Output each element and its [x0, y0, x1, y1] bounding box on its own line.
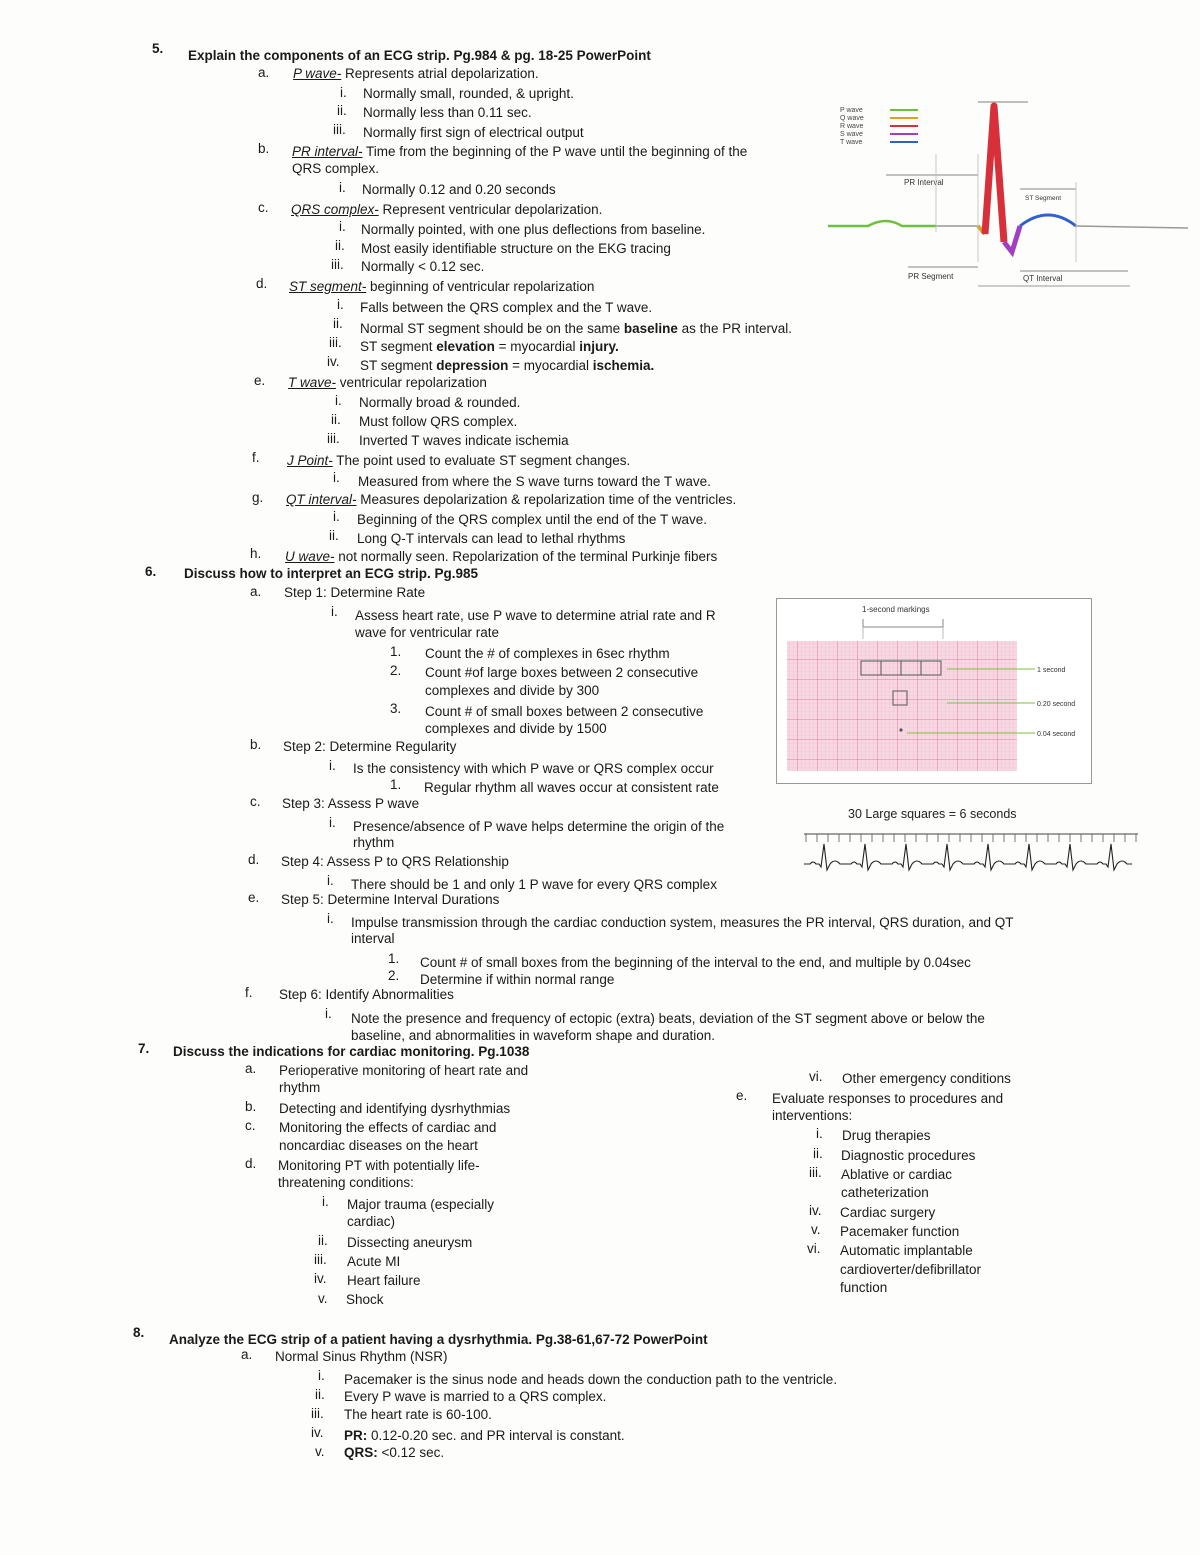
- list-item: Normally 0.12 and 0.20 seconds: [362, 182, 556, 197]
- roman-marker: iv.: [314, 1271, 327, 1286]
- point-zero-four-second-label: 0.04 second: [1037, 731, 1076, 738]
- strip-ticks: [806, 834, 1136, 842]
- list-item: Major trauma (especially: [347, 1197, 495, 1212]
- q5g-marker: g.: [252, 490, 264, 505]
- list-item-cont: catheterization: [841, 1185, 929, 1200]
- legend-s: S wave: [840, 131, 863, 138]
- list-item-cont: interventions:: [772, 1108, 853, 1123]
- text: ST segment: [360, 339, 437, 354]
- list-item-cont: function: [840, 1280, 888, 1295]
- bold-text: baseline: [623, 321, 678, 336]
- strip-caption: 30 Large squares = 6 seconds: [848, 807, 1017, 821]
- list-item: Is the consistency with which P wave or QRS complex occur: [353, 761, 714, 776]
- roman-marker: v.: [318, 1291, 328, 1306]
- six-second-strip-figure: [800, 800, 1140, 884]
- list-item: Diagnostic procedures: [841, 1148, 976, 1163]
- pr-interval-label: PR Interval: [904, 178, 944, 187]
- text: <0.12 sec.: [377, 1445, 445, 1460]
- ecg-components-diagram: [828, 92, 1188, 292]
- term: U wave-: [285, 549, 335, 564]
- roman-marker: ii.: [335, 238, 345, 253]
- q5g-line: [286, 491, 736, 508]
- pr-segment-label: PR Segment: [908, 272, 954, 281]
- list-item: [344, 1444, 444, 1461]
- roman-marker: i.: [335, 393, 342, 408]
- q6d-step: Step 4: Assess P to QRS Relationship: [281, 854, 509, 869]
- q8-title: Analyze the ECG strip of a patient having a dysrhythmia. Pg.38-61,67-72 PowerPoint: [169, 1332, 708, 1347]
- legend-p: P wave: [840, 107, 863, 114]
- roman-marker: i.: [816, 1126, 823, 1141]
- text: ST segment: [360, 358, 437, 373]
- roman-marker: iii.: [331, 257, 344, 272]
- q5e-line: [288, 374, 487, 391]
- strip-trace: [804, 844, 1132, 870]
- arabic-marker: 2.: [390, 663, 402, 678]
- list-item: Inverted T waves indicate ischemia: [359, 433, 569, 448]
- roman-marker: i.: [329, 758, 336, 773]
- roman-marker: iv.: [809, 1203, 822, 1218]
- q6a-marker: a.: [250, 584, 262, 599]
- q5f-marker: f.: [252, 450, 260, 465]
- term: J Point-: [287, 453, 333, 468]
- list-item-cont: cardiac): [347, 1214, 396, 1229]
- bold-text: depression: [436, 358, 509, 373]
- six-second-strip: [800, 800, 1140, 884]
- list-item: Regular rhythm all waves occur at consistent rate: [424, 780, 719, 795]
- roman-marker: i.: [339, 180, 346, 195]
- legend-r: R wave: [840, 123, 864, 130]
- roman-marker: iii.: [311, 1406, 324, 1421]
- q5c-marker: c.: [258, 200, 269, 215]
- q5d-marker: d.: [256, 276, 268, 291]
- roman-marker: i.: [340, 85, 347, 100]
- roman-marker: i.: [325, 1006, 332, 1021]
- list-item: Long Q-T intervals can lead to lethal rhythms: [357, 531, 626, 546]
- roman-marker: ii.: [315, 1387, 325, 1402]
- list-item: Impulse transmission through the cardiac conduction system, measures the PR interval, QRS duration, and QT: [351, 915, 1014, 930]
- list-item: Pacemaker is the sinus node and heads down the conduction path to the ventricle.: [344, 1372, 838, 1387]
- list-item-cont: noncardiac diseases on the heart: [279, 1138, 478, 1153]
- list-item: Monitoring PT with potentially life-: [278, 1158, 480, 1173]
- q5h-line: [285, 548, 717, 565]
- list-item-cont: threatening conditions:: [278, 1175, 414, 1190]
- roman-marker: ii.: [329, 528, 339, 543]
- baseline-trace: [1076, 226, 1188, 228]
- q6c-step: Step 3: Assess P wave: [282, 796, 420, 811]
- r-wave-trace: [985, 106, 1004, 242]
- q8-number: 8.: [133, 1325, 145, 1340]
- roman-marker: i.: [333, 470, 340, 485]
- list-item: Ablative or cardiac: [841, 1167, 953, 1182]
- list-item: Note the presence and frequency of ectopic (extra) beats, deviation of the ST segment above or below the: [351, 1011, 985, 1026]
- arabic-marker: 3.: [390, 701, 402, 716]
- roman-marker: i.: [331, 604, 338, 619]
- list-item: Pacemaker function: [840, 1224, 960, 1239]
- list-item: Heart failure: [347, 1273, 421, 1288]
- q5-title: Explain the components of an ECG strip. Pg.984 & pg. 18-25 PowerPoint: [188, 48, 651, 63]
- text: as the PR interval.: [677, 321, 792, 336]
- list-item: [344, 1427, 625, 1444]
- list-item: Normally less than 0.11 sec.: [363, 105, 532, 120]
- q5e-marker: e.: [254, 373, 266, 388]
- list-item: Monitoring the effects of cardiac and: [279, 1120, 497, 1135]
- q6e-step: Step 5: Determine Interval Durations: [281, 892, 500, 907]
- list-item: Perioperative monitoring of heart rate and: [279, 1063, 529, 1078]
- arabic-marker: 1.: [388, 951, 400, 966]
- st-segment-label: ST Segment: [1025, 195, 1062, 202]
- list-item: Presence/absence of P wave helps determine the origin of the: [353, 819, 725, 834]
- arabic-marker: 1.: [390, 644, 402, 659]
- list-item: Normally first sign of electrical output: [363, 125, 584, 140]
- list-item: Every P wave is married to a QRS complex.: [344, 1389, 607, 1404]
- q7d-marker: d.: [245, 1156, 257, 1171]
- list-item: Measured from where the S wave turns toward the T wave.: [358, 474, 711, 489]
- roman-marker: i.: [339, 219, 346, 234]
- q6e-marker: e.: [248, 890, 260, 905]
- list-item: Detecting and identifying dysrhythmias: [279, 1101, 511, 1116]
- term: QRS complex-: [291, 202, 379, 217]
- grid-top-label: 1-second markings: [862, 605, 930, 614]
- q5a-line: [293, 65, 539, 82]
- q5-number: 5.: [152, 41, 164, 56]
- list-item-cont: baseline, and abnormalities in waveform shape and duration.: [351, 1028, 715, 1043]
- legend: [840, 107, 918, 146]
- roman-marker: i.: [327, 911, 334, 926]
- term: QT interval-: [286, 492, 357, 507]
- arabic-marker: 1.: [390, 777, 402, 792]
- small-box-marker: [899, 728, 902, 731]
- q6c-marker: c.: [250, 794, 261, 809]
- roman-marker: iv.: [311, 1425, 324, 1440]
- text: = myocardial: [508, 358, 593, 373]
- q5b-marker: b.: [258, 141, 270, 156]
- term: T wave-: [288, 375, 337, 390]
- list-item-cont: wave for ventricular rate: [355, 625, 500, 640]
- q8a-marker: a.: [241, 1347, 253, 1362]
- list-item: Drug therapies: [842, 1128, 931, 1143]
- q7a-marker: a.: [245, 1061, 257, 1076]
- roman-marker: iv.: [327, 354, 340, 369]
- list-item: Normally broad & rounded.: [359, 395, 521, 410]
- grid-top-bracket: [863, 619, 943, 627]
- ecg-components-figure: [828, 92, 1188, 292]
- roman-marker: iii.: [333, 122, 346, 137]
- list-item: Acute MI: [347, 1254, 401, 1269]
- q7-number: 7.: [138, 1041, 150, 1056]
- list-item: Automatic implantable: [840, 1243, 973, 1258]
- list-item: The heart rate is 60-100.: [344, 1407, 492, 1422]
- list-item: There should be 1 and only 1 P wave for every QRS complex: [351, 877, 717, 892]
- roman-marker: i.: [329, 815, 336, 830]
- list-item-cont: cardioverter/defibrillator: [840, 1262, 982, 1277]
- list-item: Normally pointed, with one plus deflections from baseline.: [361, 222, 706, 237]
- bold-text: elevation: [436, 339, 495, 354]
- roman-marker: i.: [327, 873, 334, 888]
- roman-marker: ii.: [331, 412, 341, 427]
- list-item-cont: interval: [351, 931, 395, 946]
- list-item: Must follow QRS complex.: [359, 414, 518, 429]
- list-item-cont: complexes and divide by 300: [425, 683, 600, 698]
- t-wave-trace: [1020, 215, 1076, 226]
- roman-marker: v.: [315, 1444, 325, 1459]
- list-item: Beginning of the QRS complex until the end of the T wave.: [357, 512, 707, 527]
- q7e-marker: e.: [736, 1088, 748, 1103]
- list-item-cont: complexes and divide by 1500: [425, 721, 607, 736]
- q5b-line: [292, 143, 747, 160]
- bold-text: PR:: [344, 1428, 368, 1443]
- q8a-heading: Normal Sinus Rhythm (NSR): [275, 1349, 448, 1364]
- legend-t: T wave: [840, 139, 863, 146]
- list-item: Other emergency conditions: [842, 1071, 1011, 1086]
- q5h-marker: h.: [250, 546, 262, 561]
- bold-text: injury.: [579, 339, 619, 354]
- q5b-line2: QRS complex.: [292, 161, 380, 176]
- roman-marker: i.: [333, 509, 340, 524]
- list-item: Shock: [346, 1292, 384, 1307]
- q7b-marker: b.: [245, 1099, 257, 1114]
- term: P wave-: [293, 66, 342, 81]
- q5c-line: [291, 201, 602, 218]
- roman-marker: iii.: [314, 1252, 327, 1267]
- arabic-marker: 2.: [388, 968, 400, 983]
- text: Normal ST segment should be on the same: [360, 321, 624, 336]
- roman-marker: v.: [811, 1222, 821, 1237]
- roman-marker: vi.: [807, 1241, 821, 1256]
- list-item: Most easily identifiable structure on the EKG tracing: [361, 241, 671, 256]
- roman-marker: i.: [337, 297, 344, 312]
- list-item: [360, 320, 792, 337]
- list-item: Normally < 0.12 sec.: [361, 259, 485, 274]
- list-item: Count the # of complexes in 6sec rhythm: [425, 646, 670, 661]
- definition: Represent ventricular depolarization.: [378, 202, 603, 217]
- q6-number: 6.: [145, 564, 157, 579]
- definition: ventricular repolarization: [336, 375, 487, 390]
- list-item: Count # of small boxes from the beginning of the interval to the end, and multiple by 0.04sec: [420, 955, 971, 970]
- roman-marker: iii.: [327, 431, 340, 446]
- roman-marker: ii.: [813, 1146, 823, 1161]
- roman-marker: iii.: [329, 335, 342, 350]
- q6d-marker: d.: [248, 852, 260, 867]
- definition: Represents atrial depolarization.: [341, 66, 539, 81]
- q5f-line: [287, 452, 630, 469]
- roman-marker: i.: [322, 1194, 329, 1209]
- ecg-grid-diagram: [777, 599, 1091, 783]
- list-item-cont: rhythm: [279, 1080, 321, 1095]
- list-item: Falls between the QRS complex and the T wave.: [360, 300, 653, 315]
- roman-marker: iii.: [809, 1165, 822, 1180]
- definition: beginning of ventricular repolarization: [366, 279, 595, 294]
- q5a-marker: a.: [258, 65, 270, 80]
- q6f-step: Step 6: Identify Abnormalities: [279, 987, 454, 1002]
- list-item: Determine if within normal range: [420, 972, 615, 987]
- list-item: Dissecting aneurysm: [347, 1235, 473, 1250]
- legend-q: Q wave: [840, 115, 864, 122]
- q6a-step: Step 1: Determine Rate: [284, 585, 426, 600]
- list-item: Evaluate responses to procedures and: [772, 1091, 1004, 1106]
- list-item: [360, 357, 654, 374]
- list-item: Assess heart rate, use P wave to determine atrial rate and R: [355, 608, 716, 623]
- term: PR interval-: [292, 144, 363, 159]
- list-item-cont: rhythm: [353, 835, 395, 850]
- p-wave-trace: [828, 221, 936, 226]
- list-item: Cardiac surgery: [840, 1205, 936, 1220]
- q6b-step: Step 2: Determine Regularity: [283, 739, 457, 754]
- definition: The point used to evaluate ST segment changes.: [332, 453, 631, 468]
- list-item: Count #of large boxes between 2 consecutive: [425, 665, 699, 680]
- roman-marker: ii.: [337, 103, 347, 118]
- ecg-grid-figure: [776, 598, 1092, 784]
- term: ST segment-: [289, 279, 367, 294]
- roman-marker: i.: [318, 1368, 325, 1383]
- definition: not normally seen. Repolarization of the terminal Purkinje fibers: [334, 549, 718, 564]
- q6-title: Discuss how to interpret an ECG strip. Pg.985: [184, 566, 479, 581]
- roman-marker: vi.: [809, 1069, 823, 1084]
- list-item: Count # of small boxes between 2 consecutive: [425, 704, 704, 719]
- list-item: [360, 338, 619, 355]
- text: = myocardial: [494, 339, 580, 354]
- bold-text: ischemia.: [592, 358, 655, 373]
- q7c-marker: c.: [245, 1118, 256, 1133]
- one-second-label: 1 second: [1037, 667, 1066, 674]
- q6b-marker: b.: [250, 737, 262, 752]
- definition: Time from the beginning of the P wave until the beginning of the: [362, 144, 748, 159]
- q7-title: Discuss the indications for cardiac monitoring. Pg.1038: [173, 1044, 530, 1059]
- definition: Measures depolarization & repolarization time of the ventricles.: [356, 492, 737, 507]
- roman-marker: ii.: [318, 1233, 328, 1248]
- qt-interval-label: QT Interval: [1023, 274, 1063, 283]
- q5d-line: [289, 278, 594, 295]
- q6f-marker: f.: [245, 985, 253, 1000]
- point-two-second-label: 0.20 second: [1037, 701, 1076, 708]
- text: 0.12-0.20 sec. and PR interval is constant.: [367, 1428, 625, 1443]
- roman-marker: ii.: [333, 316, 343, 331]
- list-item: Normally small, rounded, & upright.: [363, 86, 574, 101]
- bold-text: QRS:: [344, 1445, 378, 1460]
